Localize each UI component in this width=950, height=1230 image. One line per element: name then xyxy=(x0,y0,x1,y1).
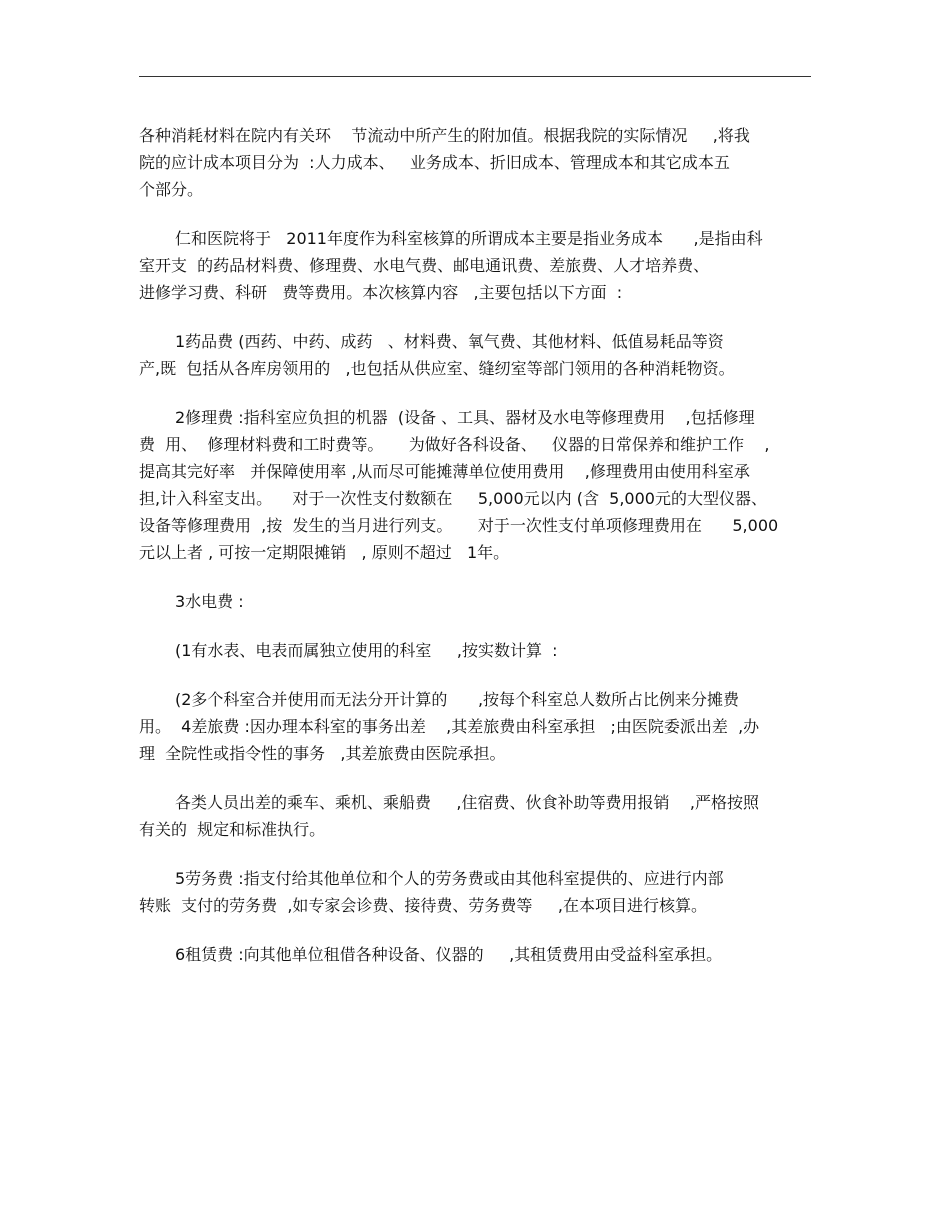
text-line: 各类人员出差的乘车、乘机、乘船费 ,住宿费、伙食补助等费用报销 ,严格按照 xyxy=(175,793,759,812)
header-rule xyxy=(139,76,811,77)
text-line: 费 用、 修理材料费和工时费等。 为做好各科设备、 仪器的日常保养和维护工作 , xyxy=(139,435,770,454)
text-line: 设备等修理费用 ,按 发生的当月进行列支。 对于一次性支付单项修理费用在 5,000 xyxy=(139,516,779,535)
paragraph-6 xyxy=(139,637,811,664)
text-line: (1有水表、电表而属独立使用的科室 ,按实数计算 : xyxy=(175,641,558,660)
document-body xyxy=(139,122,811,990)
text-line: 产,既 包括从各库房领用的 ,也包括从供应室、缝纫室等部门领用的各种消耗物资。 xyxy=(139,359,735,378)
text-line: 5劳务费 :指支付给其他单位和个人的劳务费或由其他科室提供的、应进行内部 xyxy=(175,869,724,888)
text-line: 院的应计成本项目分为 :人力成本、 业务成本、折旧成本、管理成本和其它成本五 xyxy=(139,153,730,172)
text-line: 元以上者 , 可按一定期限摊销 , 原则不超过 1年。 xyxy=(139,543,510,562)
text-line: 仁和医院将于 2011年度作为科室核算的所谓成本主要是指业务成本 ,是指由科 xyxy=(175,229,763,248)
text-line: 进修学习费、科研 费等费用。本次核算内容 ,主要包括以下方面 : xyxy=(139,283,623,302)
paragraph-5 xyxy=(139,588,811,615)
paragraph-3 xyxy=(139,328,811,382)
paragraph-4 xyxy=(139,404,811,566)
paragraph-9 xyxy=(139,865,811,919)
text-line: 转账 支付的劳务费 ,如专家会诊费、接待费、劳务费等 ,在本项目进行核算。 xyxy=(139,896,707,915)
text-line: 1药品费 (西药、中药、成药 、材料费、氧气费、其他材料、低值易耗品等资 xyxy=(175,332,724,351)
text-line: 3水电费 : xyxy=(175,592,244,611)
text-line: 用。 4差旅费 :因办理本科室的事务出差 ,其差旅费由科室承担 ;由医院委派出差 ,办 xyxy=(139,717,760,736)
paragraph-7 xyxy=(139,686,811,767)
text-line: (2多个科室合并使用而无法分开计算的 ,按每个科室总人数所占比例来分摊费 xyxy=(175,690,740,709)
paragraph-2 xyxy=(139,225,811,306)
text-line: 理 全院性或指令性的事务 ,其差旅费由医院承担。 xyxy=(139,744,506,763)
paragraph-10 xyxy=(139,941,811,968)
text-line: 各种消耗材料在院内有关环 节流动中所产生的附加值。根据我院的实际情况 ,将我 xyxy=(139,126,750,145)
text-line: 有关的 规定和标准执行。 xyxy=(139,820,326,839)
text-line: 提高其完好率 并保障使用率 ,从而尽可能摊薄单位使用费用 ,修理费用由使用科室承 xyxy=(139,462,750,481)
text-line: 2修理费 :指科室应负担的机器 (设备 、工具、器材及水电等修理费用 ,包括修理 xyxy=(175,408,755,427)
paragraph-8 xyxy=(139,789,811,843)
paragraph-1 xyxy=(139,122,811,203)
text-line: 室开支 的药品材料费、修理费、水电气费、邮电通讯费、差旅费、人才培养费、 xyxy=(139,256,710,275)
text-line: 6租赁费 :向其他单位租借各种设备、仪器的 ,其租赁费用由受益科室承担。 xyxy=(175,945,723,964)
text-line: 个部分。 xyxy=(139,180,204,199)
text-line: 担,计入科室支出。 对于一次性支付数额在 5,000元以内 (含 5,000元的大型仪器、 xyxy=(139,489,767,508)
